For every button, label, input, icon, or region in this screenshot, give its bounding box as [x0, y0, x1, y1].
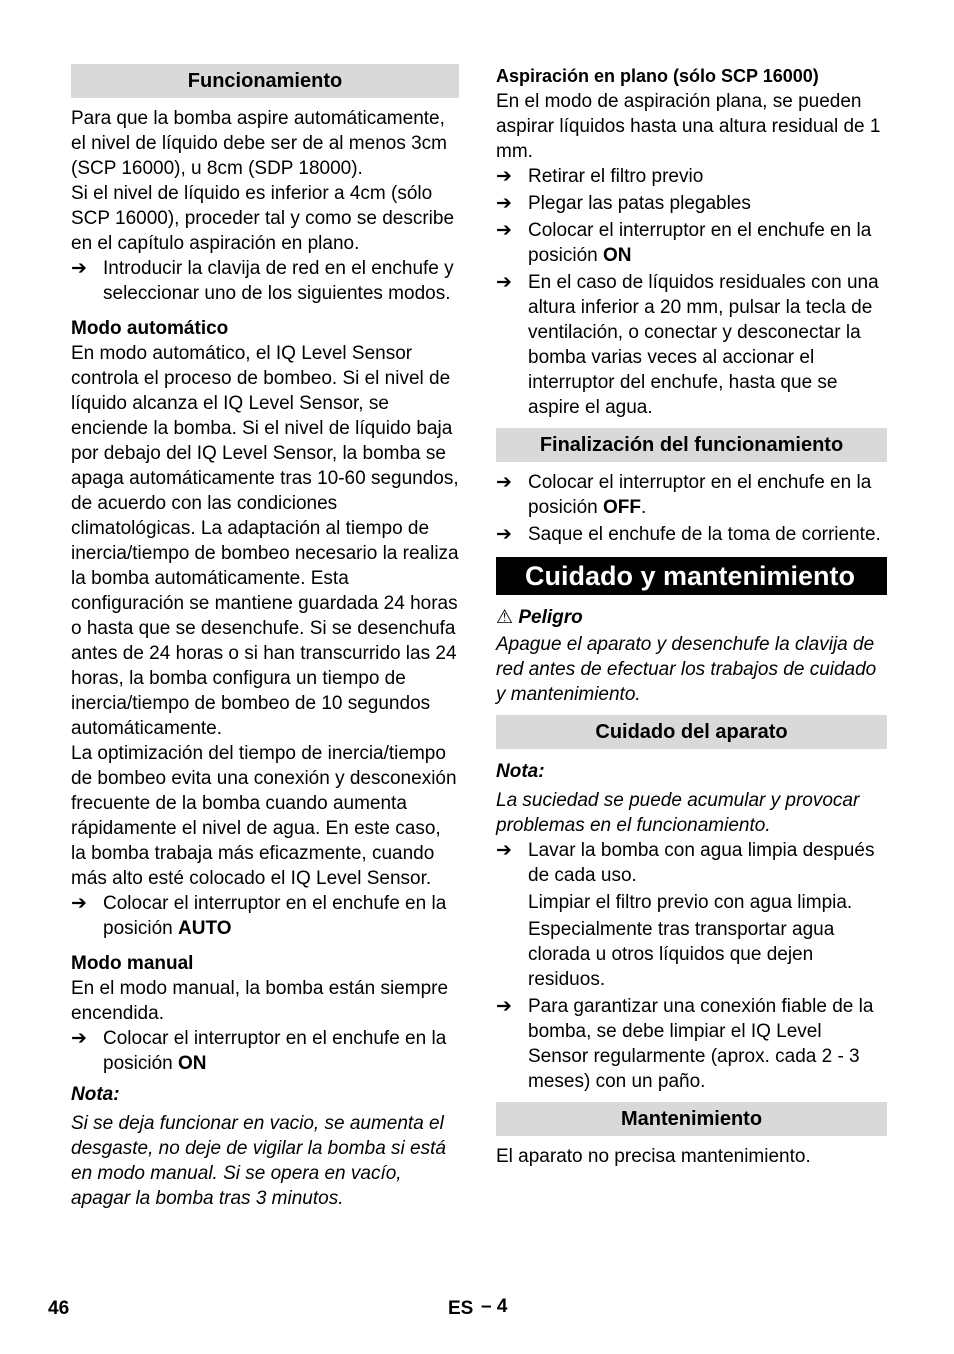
list-item	[496, 838, 887, 888]
list-item	[71, 891, 459, 941]
list-item	[71, 256, 459, 306]
subheading-modo-automatico: Modo automático	[71, 318, 229, 339]
list-item-text: Saque el enchufe de la toma de corriente.	[528, 524, 881, 545]
arrow-right-icon: ➔	[496, 840, 512, 861]
arrow-right-icon: ➔	[71, 258, 87, 279]
page-number: 46	[48, 1298, 70, 1319]
arrow-right-icon: ➔	[496, 996, 512, 1017]
list-item	[496, 470, 887, 520]
list-item	[496, 994, 887, 1094]
position-label: AUTO	[178, 918, 232, 939]
paragraph: La optimización del tiempo de inercia/tiempo de bombeo evita una conexión y desconexión frecuente de la bomba cuando aumenta rápidamente el nivel de agua. En este caso, la bomba trabaja más eficazmente, cuando más alto esté colocado el IQ Level Sensor.	[71, 743, 457, 889]
subheading-aspiracion-en-plano: Aspiración en plano (sólo SCP 16000)	[496, 66, 819, 86]
list-item-text: En el caso de líquidos residuales con una altura inferior a 20 mm, pulsar la tecla de ventilación, o conectar y desconectar la bomba varias veces al accionar el interruptor del enchufe, hasta que se aspire el agua.	[528, 272, 879, 418]
section-heading-cuidado-del-aparato: Cuidado del aparato	[496, 715, 887, 749]
list-item-text: Para garantizar una conexión fiable de la bomba, se debe limpiar el IQ Level Sensor regularmente (aprox. cada 2 - 3 meses) con un paño.	[528, 996, 874, 1092]
list-item	[496, 191, 887, 216]
right-column	[496, 64, 887, 1169]
danger-label	[496, 605, 887, 630]
punctuation: .	[641, 497, 647, 518]
list-item	[496, 522, 887, 547]
language-code: ES	[448, 1298, 474, 1319]
position-label: ON	[603, 245, 632, 266]
position-label: OFF	[603, 497, 641, 518]
arrow-right-icon: ➔	[496, 220, 512, 241]
note-text: Si se deja funcionar en vacio, se aumenta el desgaste, no deje de vigilar la bomba si está en modo manual. Si se opera en vacío, apagar la bomba tras 3 minutos.	[71, 1113, 446, 1209]
danger-label-text: Peligro	[518, 607, 583, 628]
section-page-number: – 4	[481, 1296, 508, 1317]
paragraph: El aparato no precisa mantenimiento.	[496, 1146, 811, 1167]
arrow-right-icon: ➔	[71, 893, 87, 914]
indented-text: Limpiar el filtro previo con agua limpia.	[528, 892, 853, 913]
arrow-right-icon: ➔	[496, 166, 512, 187]
arrow-right-icon: ➔	[496, 272, 512, 293]
list-item	[496, 164, 887, 189]
arrow-right-icon: ➔	[496, 524, 512, 545]
list-item-text: Plegar las patas plegables	[528, 193, 751, 214]
section-heading-finalizacion: Finalización del funcionamiento	[496, 428, 887, 462]
indented-text: Especialmente tras transportar agua clorada u otros líquidos que dejen residuos.	[528, 919, 835, 990]
list-item-text: Introducir la clavija de red en el enchufe y seleccionar uno de los siguientes modos.	[103, 258, 454, 304]
position-label: ON	[178, 1053, 207, 1074]
arrow-right-icon: ➔	[496, 472, 512, 493]
warning-triangle-icon: ⚠	[496, 607, 514, 628]
section-heading-funcionamiento: Funcionamiento	[71, 64, 459, 98]
paragraph: En el modo de aspiración plana, se pueden aspirar líquidos hasta una altura residual de 1 mm.	[496, 91, 881, 162]
list-item-text: Retirar el filtro previo	[528, 166, 704, 187]
note-label: Nota:	[496, 761, 545, 782]
list-item	[71, 1026, 459, 1076]
arrow-right-icon: ➔	[496, 193, 512, 214]
paragraph: En el modo manual, la bomba están siempre encendida.	[71, 978, 449, 1024]
paragraph: En modo automático, el IQ Level Sensor controla el proceso de bombeo. Si el nivel de líquido alcanza el IQ Level Sensor, se enciende la bomba. Si el nivel de líquido baja por debajo del IQ Level Sensor, la bomba se apaga automáticamente tras 10-60 segundos, de acuerdo con las condiciones climatológicas. La adaptación al tiempo de inercia/tiempo de bombeo necesario la realiza la bomba automáticamente. Esta configuración se mantiene guardada 24 horas o hasta que se desenchufe. Si se desenchufa antes de 24 horas o si han transcurrido las 24 horas, la bomba configura un tiempo de inercia/tiempo de bombeo de 10 segundos automáticamente.	[71, 343, 459, 739]
note-label: Nota:	[71, 1084, 120, 1105]
arrow-right-icon: ➔	[71, 1028, 87, 1049]
list-item	[496, 218, 887, 268]
list-item-text: Colocar el interruptor en el enchufe en la posición	[528, 220, 872, 266]
section-heading-mantenimiento: Mantenimiento	[496, 1102, 887, 1136]
list-item-text: Colocar el interruptor en el enchufe en la posición	[103, 1028, 447, 1074]
left-column	[71, 64, 459, 1211]
list-item-text: Lavar la bomba con agua limpia después de cada uso.	[528, 840, 875, 886]
danger-text: Apague el aparato y desenchufe la clavija de red antes de efectuar los trabajos de cuidado y mantenimiento.	[496, 634, 877, 705]
chapter-heading-cuidado-y-mantenimiento: Cuidado y mantenimiento	[496, 557, 887, 595]
list-item-text: Colocar el interruptor en el enchufe en la posición	[528, 472, 872, 518]
list-item-text: Colocar el interruptor en el enchufe en la posición	[103, 893, 447, 939]
list-item	[496, 270, 887, 420]
paragraph: Si el nivel de líquido es inferior a 4cm (sólo SCP 16000), proceder tal y como se describe en el capítulo aspiración en plano.	[71, 183, 455, 254]
subheading-modo-manual: Modo manual	[71, 953, 194, 974]
note-text: La suciedad se puede acumular y provocar problemas en el funcionamiento.	[496, 790, 860, 836]
paragraph: Para que la bomba aspire automáticamente, el nivel de líquido debe ser de al menos 3cm (SCP 16000), u 8cm (SDP 18000).	[71, 108, 448, 179]
